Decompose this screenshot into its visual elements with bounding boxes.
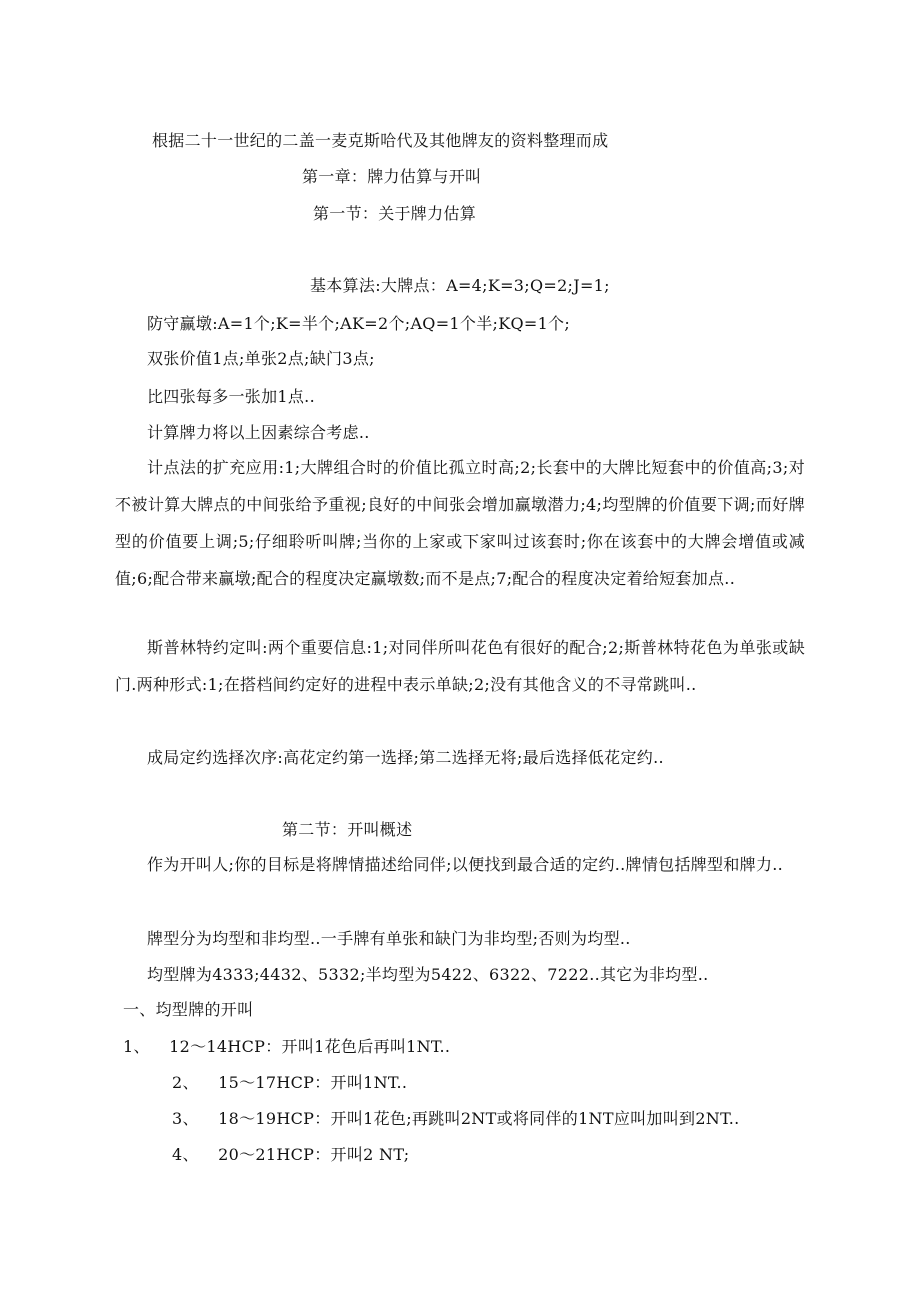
combined-note: 计算牌力将以上因素综合考虑.. [147, 423, 370, 442]
section1-title: 第一节：关于牌力估算 [313, 204, 477, 223]
shape-types: 牌型分为均型和非均型..一手牌有单张和缺门为非均型;否则为均型.. [147, 929, 631, 948]
basic-method: 基本算法:大牌点：A=4;K=3;Q=2;J=1; [310, 276, 610, 295]
opening-1-num: 1、 [123, 1037, 150, 1056]
balanced-patterns: 均型牌为4333;4432、5332;半均型为5422、6322、7222..其它为非均型.. [147, 965, 709, 984]
opening-1 [123, 1037, 450, 1057]
chapter-title: 第一章：牌力估算与开叫 [302, 167, 482, 186]
opening-3-text: 18～19HCP：开叫1花色;再跳叫2NT或将同伴的1NT应叫加叫到2NT.. [218, 1109, 740, 1128]
section2-title: 第二节：开叫概述 [282, 820, 413, 839]
opening-4-text: 20～21HCP：开叫2 NT; [218, 1145, 410, 1164]
splinter-paragraph: 斯普林特约定叫:两个重要信息:1;对同伴所叫花色有很好的配合;2;斯普林特花色为单张或缺门.两种形式:1;在搭档间约定好的进程中表示单缺;2;没有其他含义的不寻常跳叫.. [115, 638, 805, 694]
opening-3-num: 3、 [172, 1109, 199, 1128]
balanced-heading: 一、均型牌的开叫 [123, 1000, 254, 1019]
defense-tricks: 防守赢墩:A=1个;K=半个;AK=2个;AQ=1个半;KQ=1个; [147, 314, 571, 333]
game-contract-order: 成局定约选择次序:高花定约第一选择;第二选择无将;最后选择低花定约.. [147, 748, 664, 767]
distribution-points: 双张价值1点;单张2点;缺门3点; [147, 349, 375, 368]
source-line: 根据二十一世纪的二盖一麦克斯哈代及其他牌友的资料整理而成 [152, 131, 609, 150]
length-points: 比四张每多一张加1点.. [147, 387, 315, 406]
opening-4 [172, 1145, 409, 1165]
opening-2-text: 15～17HCP：开叫1NT.. [218, 1073, 408, 1092]
opening-4-num: 4、 [172, 1145, 199, 1164]
opening-2-num: 2、 [172, 1073, 199, 1092]
extended-counting-paragraph: 计点法的扩充应用:1;大牌组合时的价值比孤立时高;2;长套中的大牌比短套中的价值高;3;对不被计算大牌点的中间张给予重视;良好的中间张会增加赢墩潜力;4;均型牌的价值要下调;而好牌型的价值要上调;5;仔细聆听叫牌;当你的上家或下家叫过该套时;你在该套中的大牌会增值或减值;6;配合带来赢墩;配合的程度决定赢墩数;而不是点;7;配合的程度决定着给短套加点.. [115, 458, 805, 588]
opening-3 [172, 1109, 740, 1129]
opener-goal-paragraph: 作为开叫人;你的目标是将牌情描述给同伴;以便找到最合适的定约..牌情包括牌型和牌力.. [147, 855, 784, 874]
opening-1-text: 12～14HCP：开叫1花色后再叫1NT.. [169, 1037, 451, 1056]
opening-2 [172, 1073, 407, 1093]
